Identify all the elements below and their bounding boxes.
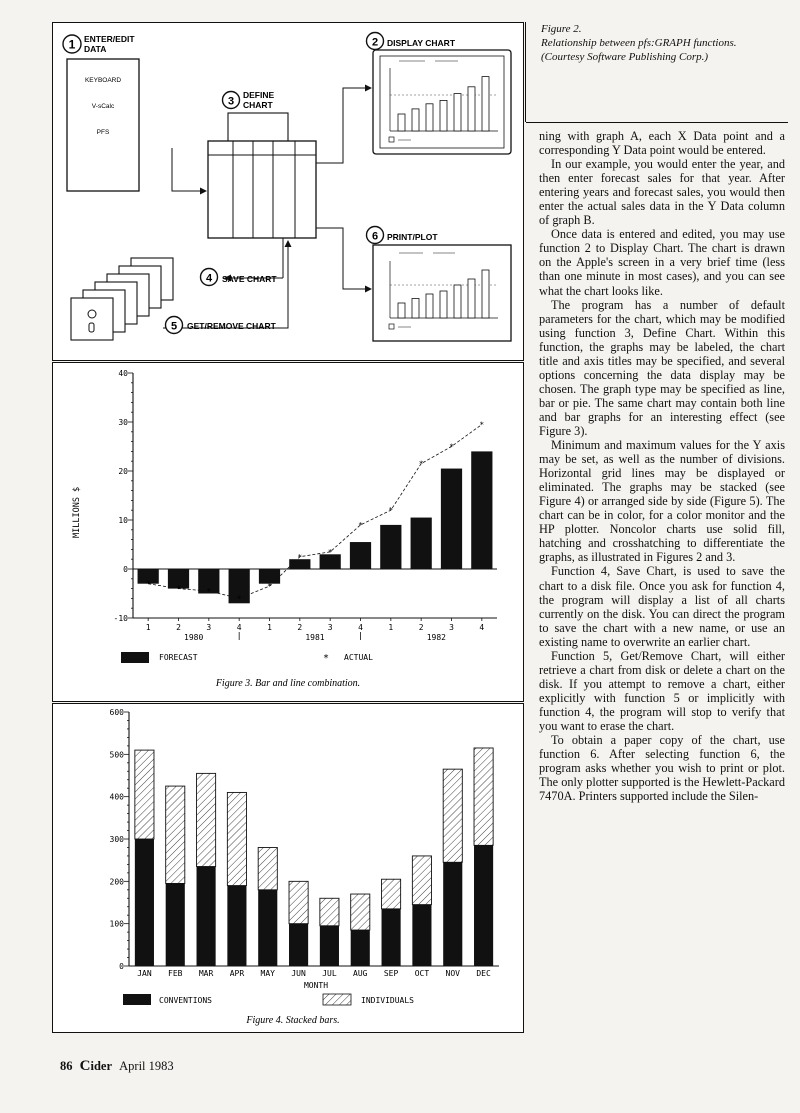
- figure-3-chart: [52, 362, 524, 702]
- conventions-bar: [135, 839, 154, 966]
- individuals-bar: [443, 769, 462, 862]
- actual-point: *: [449, 442, 454, 452]
- flow-diagram-svg: [53, 23, 523, 360]
- stacked-bar-chart-svg: [53, 704, 523, 1032]
- x-tick-label: FEB: [168, 969, 183, 978]
- legend-actual-label: ACTUAL: [344, 653, 373, 662]
- body-paragraph: To obtain a paper copy of the chart, use function 6. After selecting function 6, the program asks whether you wish to print or plot. The only plotter supported is the Hewlett-Packard 7470A. Printers supported include the Silen-: [539, 733, 785, 804]
- individuals-bar: [258, 847, 277, 889]
- bar-line-chart-svg: [53, 363, 523, 701]
- body-paragraph: Function 5, Get/Remove Chart, will either retrieve a chart from disk or delete a chart on the disk. If you attempt to remove a chart, either explicitly with function 5 or implicitly with function 4, the program will stop to verify that you want to erase the chart.: [539, 648, 785, 733]
- legend-individuals-swatch: [323, 994, 351, 1005]
- y-tick-label: 400: [109, 792, 124, 802]
- y-tick-label: 300: [109, 835, 124, 844]
- mini-bar: [468, 279, 475, 318]
- source-keyboard: KEYBOARD: [84, 77, 122, 84]
- figure-2-caption: [541, 22, 773, 64]
- actual-point: *: [236, 594, 242, 604]
- body-paragraph: The program has a number of default parameters for the chart, which may be modified using function 3, Define Chart. Within this function, the graphs may be labeled, the chart title and axis titles may be specified, and several options concerning the data display may be chosen. The graph type may be specified as line, bar or pie. The same chart may contain both line and bar graphs for an interesting effect (see Figure 3).: [539, 297, 785, 438]
- x-tick-label: MAR: [198, 969, 214, 978]
- x-tick-label: 1: [145, 623, 151, 632]
- mini-bar: [412, 299, 419, 319]
- legend-forecast-swatch: [121, 652, 149, 663]
- x-tick-label: 3: [206, 623, 212, 632]
- article-body: [539, 129, 785, 803]
- conventions-bar: [289, 924, 308, 966]
- legend-actual-marker: *: [323, 653, 330, 664]
- mini-bar: [426, 294, 433, 318]
- x-tick-label: 4: [236, 623, 242, 632]
- y-tick-label: 40: [118, 369, 128, 378]
- body-paragraph: Function 4, Save Chart, is used to save the chart to a disk file. Once you ask for function 4, the program will display a list of all charts currently on the disk. You can direct the program to save the chart with a new name, or use an existing name to overwrite an earlier chart.: [539, 564, 785, 649]
- step-3-label-2: CHART: [243, 100, 273, 110]
- x-tick-label: JAN: [137, 969, 152, 978]
- actual-point: *: [327, 547, 333, 557]
- year-label: 1980: [184, 633, 204, 642]
- conventions-bar: [443, 862, 462, 966]
- conventions-bar: [258, 890, 277, 966]
- actual-point: *: [418, 459, 424, 469]
- x-tick-label: 3: [327, 623, 333, 632]
- chart-definition-ledger: [208, 113, 316, 238]
- step-6-number: 6: [371, 230, 379, 243]
- individuals-bar: [227, 792, 246, 885]
- y-tick-label: 0: [119, 962, 124, 971]
- x-tick-label: 3: [449, 623, 454, 632]
- forecast-bar: [380, 525, 401, 569]
- step-1-label-1: ENTER/EDIT: [84, 34, 135, 44]
- figure-4-chart: [52, 703, 524, 1033]
- individuals-bar: [412, 856, 431, 905]
- actual-point: *: [388, 506, 394, 516]
- x-tick-label: JUN: [291, 969, 306, 978]
- step-4-number: 4: [205, 272, 213, 285]
- issue-date: April 1983: [119, 1059, 174, 1073]
- figure-3-caption: Figure 3. Bar and line combination.: [215, 678, 361, 689]
- forecast-bar: [350, 542, 371, 569]
- x-axis-label: MONTH: [303, 981, 329, 990]
- source-visicalc: V-sCalc: [91, 103, 115, 110]
- actual-point: *: [145, 579, 151, 589]
- step-1-number: 1: [68, 37, 76, 52]
- y-tick-label: 30: [118, 418, 128, 427]
- step-5-number: 5: [170, 320, 178, 333]
- x-tick-label: AUG: [353, 969, 368, 978]
- conventions-bar: [382, 909, 401, 966]
- mini-bar: [398, 114, 405, 131]
- year-label: 1981: [305, 633, 325, 642]
- x-tick-label: JUL: [322, 969, 337, 978]
- page-number: 86: [60, 1059, 73, 1073]
- step-3-label-1: DEFINE: [243, 90, 275, 100]
- y-tick-label: 600: [109, 708, 124, 717]
- legend-forecast-label: FORECAST: [159, 653, 198, 662]
- y-tick-label: 100: [109, 919, 124, 929]
- figure-2-caption-title: Figure 2.: [541, 23, 582, 35]
- y-tick-label: 0: [123, 565, 128, 574]
- individuals-bar: [382, 879, 401, 909]
- caption-divider: [526, 122, 788, 123]
- x-tick-label: 4: [479, 623, 485, 632]
- y-tick-label: -10: [113, 614, 128, 623]
- figure-2-caption-text: Relationship between pfs:GRAPH functions. (Courtesy Software Publishing Corp.): [541, 37, 737, 63]
- conventions-bar: [166, 883, 185, 966]
- x-tick-label: 1: [267, 623, 272, 632]
- individuals-bar: [289, 881, 308, 923]
- x-tick-label: DEC: [476, 969, 491, 978]
- display-monitor: [373, 50, 511, 154]
- y-tick-label: 20: [118, 467, 128, 476]
- conventions-bar: [320, 926, 339, 966]
- mini-bar: [440, 291, 447, 318]
- conventions-bar: [412, 905, 431, 966]
- actual-point: *: [176, 584, 181, 594]
- figure-2-diagram: [52, 22, 524, 361]
- disk: [71, 298, 113, 340]
- x-tick-label: MAY: [260, 969, 275, 978]
- year-label: 1982: [426, 633, 446, 642]
- forecast-bar: [411, 518, 432, 569]
- y-axis-label: MILLIONS $: [72, 486, 82, 538]
- x-tick-label: 2: [418, 623, 424, 632]
- forecast-bar: [471, 451, 492, 569]
- individuals-bar: [474, 748, 493, 845]
- source-pfs: PFS: [96, 129, 110, 136]
- mini-bar: [412, 109, 419, 131]
- print-plot-sheet: [373, 245, 511, 341]
- mini-bar: [482, 270, 489, 318]
- actual-point: *: [267, 582, 272, 592]
- actual-point: *: [206, 587, 212, 597]
- mini-bar: [482, 77, 489, 131]
- figure-4-caption: Figure 4. Stacked bars.: [246, 1015, 340, 1026]
- forecast-bar: [441, 469, 462, 569]
- x-tick-label: SEP: [383, 969, 399, 978]
- conventions-bar: [227, 886, 246, 966]
- mini-bar: [468, 87, 475, 131]
- x-tick-label: OCT: [414, 969, 430, 978]
- actual-point: *: [297, 552, 303, 562]
- x-tick-label: 2: [176, 623, 181, 632]
- legend-conventions-swatch: [123, 994, 151, 1005]
- y-tick-label: 10: [118, 516, 128, 525]
- legend-individuals-label: INDIVIDUALS: [361, 996, 414, 1005]
- mini-bar: [440, 100, 447, 131]
- x-tick-label: 1: [388, 623, 394, 632]
- legend-conventions-label: CONVENTIONS: [159, 996, 212, 1005]
- actual-point: *: [479, 420, 485, 430]
- caption-divider-vertical: [525, 22, 526, 122]
- individuals-bar: [166, 786, 185, 883]
- step-2-label: DISPLAY CHART: [387, 38, 456, 48]
- x-tick-label: NOV: [445, 969, 460, 978]
- y-tick-label: 500: [109, 750, 124, 760]
- body-paragraph: ning with graph A, each X Data point and a corresponding Y Data point would be entered.: [539, 129, 785, 158]
- step-5-label: GET/REMOVE CHART: [187, 321, 276, 331]
- individuals-bar: [135, 750, 154, 839]
- mini-bar: [454, 285, 461, 318]
- apple-logo-icon: C: [79, 1058, 91, 1074]
- step-4-label: SAVE CHART: [222, 274, 277, 284]
- mini-bar: [426, 104, 433, 131]
- page-footer: 86 Cider April 1983: [60, 1058, 174, 1074]
- mini-bar: [454, 94, 461, 131]
- conventions-bar: [197, 867, 216, 966]
- step-6-label: PRINT/PLOT: [387, 232, 438, 242]
- body-paragraph: In our example, you would enter the year, and then enter forecast sales for that year. After entering years and forecast sales, you would then enter the actual sales data in the Y Data column of graph B.: [539, 157, 785, 228]
- x-tick-label: 4: [358, 623, 363, 632]
- step-3-number: 3: [227, 95, 235, 108]
- body-paragraph: Minimum and maximum values for the Y axis may be set, as well as the number of divisions. Horizontal grid lines may be displayed or eliminated. The graphs may be stacked (see Figure 4) or arranged side by side (Figure 5). The chart can be in color, for a color monitor and the HP plotter. Noncolor charts use solid fill, hatching and crosshatching to differentiate the graphs, as illustrated in Figures 2 and 3.: [539, 438, 785, 565]
- conventions-bar: [474, 845, 493, 966]
- individuals-bar: [320, 898, 339, 926]
- mini-bar: [398, 303, 405, 318]
- individuals-bar: [351, 894, 370, 930]
- individuals-bar: [197, 773, 216, 866]
- conventions-bar: [351, 930, 370, 966]
- step-2-number: 2: [371, 36, 379, 49]
- disk-stack: [71, 258, 173, 340]
- y-tick-label: 200: [109, 877, 124, 887]
- x-tick-label: APR: [229, 969, 245, 978]
- x-tick-label: 2: [297, 623, 303, 632]
- step-1-label-2: DATA: [84, 44, 107, 54]
- actual-point: *: [358, 520, 363, 530]
- body-paragraph: Once data is entered and edited, you may use function 2 to Display Chart. The chart is drawn on the Apple's screen in a very brief time (less than one minute in most cases), and you can see what the chart looks like.: [539, 227, 785, 298]
